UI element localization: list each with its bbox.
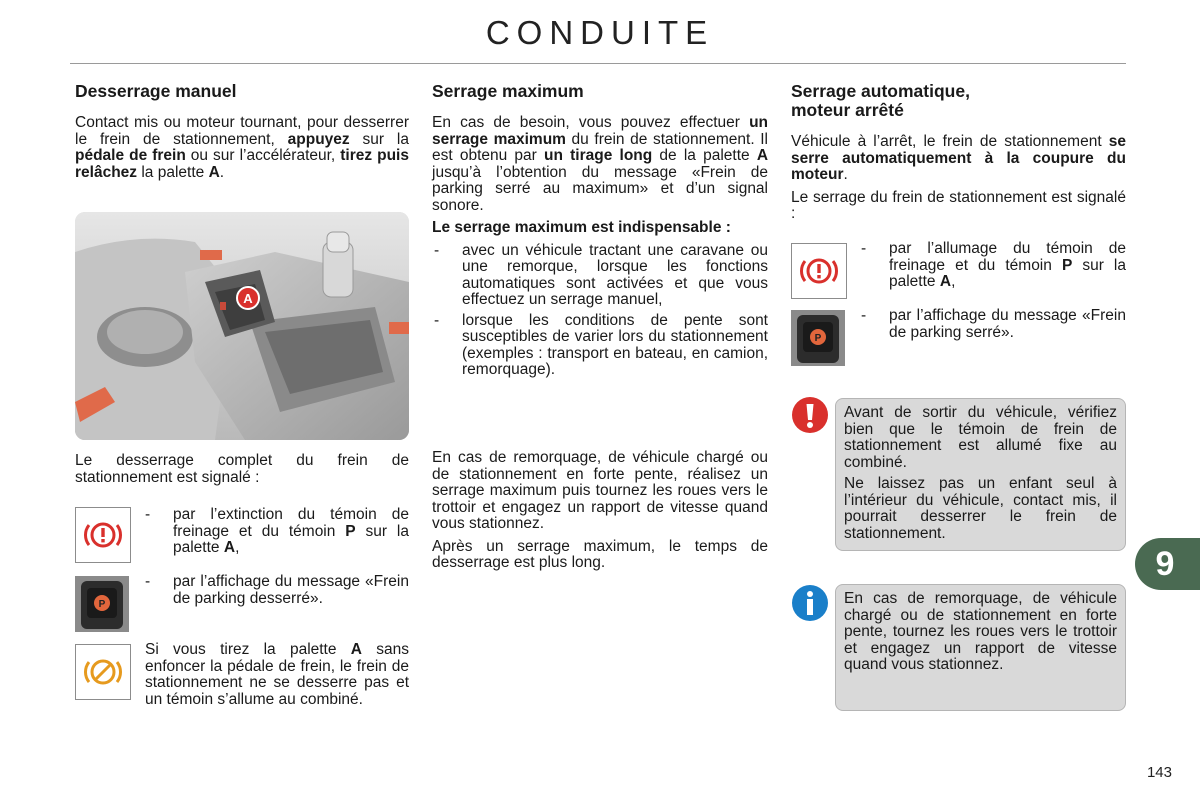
column-serrage-maximum	[432, 82, 768, 385]
paragraph-apres-serrage: Après un serrage maximum, le temps de desserrage est plus long.	[432, 537, 768, 571]
parking-switch-icon	[791, 310, 845, 366]
list-item: - lorsque les conditions de pente sont susceptibles de varier lors du stationnement (exemples : transport en bateau, en camion, remorquage).	[432, 313, 768, 379]
paragraph-si-vous-tirez: Si vous tirez la palette A sans enfoncer la pédale de frein, le frein de stationnement ne se desserre pas et un témoin s’allume au combiné.	[145, 641, 409, 708]
brake-fault-icon	[75, 644, 131, 700]
info-note	[835, 584, 1126, 711]
svg-text:P: P	[98, 599, 106, 610]
column1-lower	[75, 453, 409, 492]
column-desserrage-manuel	[75, 82, 409, 187]
paragraph-desserrage-signale: Le desserrage complet du frein de stationnement est signalé :	[75, 452, 409, 486]
list-item: - avec un véhicule tractant une caravane ou une remorque, lorsque les fonctions automatiques sont activées et que vous effectuez un serrage manuel,	[432, 243, 768, 309]
paragraph-intro: Contact mis ou moteur tournant, pour desserrer le frein de stationnement, appuyez sur la pédale de frein ou sur l’accélérateur, tirez puis relâchez la palette A.	[75, 114, 410, 181]
console-illustration	[75, 212, 409, 440]
heading-serrage-maximum: Serrage maximum	[432, 81, 584, 101]
info-paragraph: En cas de remorquage, de véhicule chargé ou de stationnement en forte pente, tournez les roues vers le trottoir et engagez un rapport de vitesse quand vous stationnez.	[844, 590, 1117, 673]
console-drawing	[75, 212, 409, 440]
paragraph-serrage-max-intro: En cas de besoin, vous pouvez effectuer un serrage maximum du frein de stationnement. Il est obtenu par un tirage long de la palette A jusqu’à l’obtention du message «Frein de parking serré au maximum» et d’un signal sonore.	[432, 114, 769, 214]
paragraph-vehicule-arret: Véhicule à l’arrêt, le frein de stationnement se serre automatiquement à la coupure du moteur.	[791, 133, 1126, 183]
warning-paragraph: Avant de sortir du véhicule, vérifiez bien que le témoin de frein de stationnement est allumé fixe au combiné.	[844, 404, 1117, 471]
parking-switch-icon	[75, 576, 129, 632]
exclamation-icon	[791, 396, 829, 434]
chapter-tab: 9	[1135, 538, 1200, 590]
warning-note	[835, 398, 1126, 551]
warning-paragraph: Ne laissez pas un enfant seul à l’intérieur du véhicule, contact mis, il pourrait desserrer le frein de stationnement.	[844, 475, 1117, 542]
brake-warning-icon	[75, 507, 131, 563]
label-a: A	[243, 291, 253, 306]
paragraph-serrage-signale: Le serrage du frein de stationnement est signalé :	[791, 188, 1126, 222]
column2-lower	[432, 450, 768, 578]
brake-warning-icon	[791, 243, 847, 299]
paragraph-remorquage: En cas de remorquage, de véhicule chargé ou de stationnement en forte pente, réalisez un serrage maximum puis tournez les roues vers le trottoir et engagez un rapport de vitesse quand vous stationnez.	[432, 449, 768, 532]
header-rule	[70, 63, 1126, 64]
indispensable-list	[432, 243, 768, 379]
paragraph-indispensable: Le serrage maximum est indispensable :	[432, 219, 731, 236]
column-serrage-automatique	[791, 82, 1126, 229]
page-number: 143	[1146, 764, 1172, 781]
heading-desserrage-manuel: Desserrage manuel	[75, 81, 237, 101]
page-header-title: CONDUITE	[485, 14, 715, 51]
info-icon	[791, 584, 829, 622]
heading-serrage-automatique: Serrage automatique, moteur arrêté	[791, 81, 970, 120]
svg-text:P: P	[814, 333, 822, 344]
